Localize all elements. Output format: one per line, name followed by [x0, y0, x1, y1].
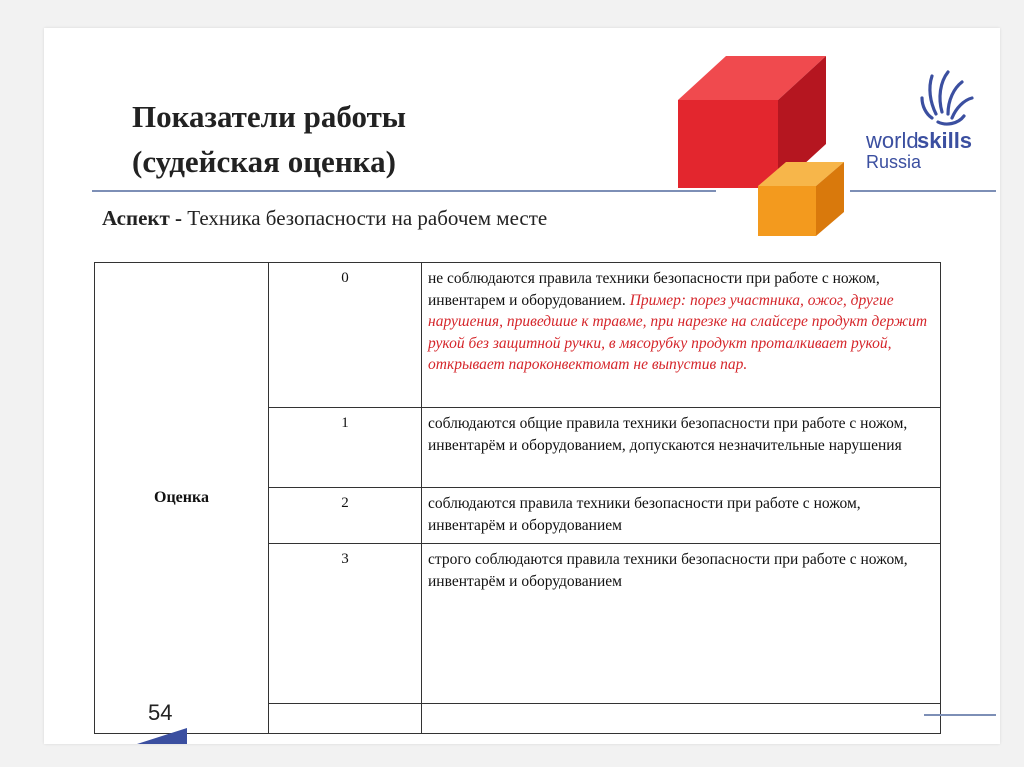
score-description: соблюдаются правила техники безопасности при работе с ножом, инвентарём и оборудованием — [422, 488, 941, 544]
logo-russia: Russia — [866, 152, 922, 172]
title-line-1: Показатели работы — [132, 99, 407, 134]
score-value: 3 — [269, 544, 422, 704]
aspect-value: Техника безопасности на рабочем месте — [187, 206, 548, 230]
page-number: 54 — [148, 700, 173, 725]
logo-world: world — [866, 128, 919, 153]
logo-skills: skills — [917, 128, 973, 153]
page-title — [132, 94, 406, 184]
corner-decoration-icon — [137, 728, 187, 744]
score-description — [422, 263, 941, 408]
empty-cell — [422, 704, 941, 734]
example-text: Пример: порез участника, ожог, другие нарушения, приведшие к травме, при нарезке на слайсере продукт держит рукой без защитной ручки, в мясорубку продукт проталкивает рукой, открывает пароконвектомат не выпустив пар. — [428, 291, 928, 373]
score-description: соблюдаются общие правила техники безопасности при работе с ножом, инвентарём и оборудованием, допускаются незначительные нарушения — [422, 408, 941, 488]
score-label: Оценка — [95, 263, 269, 734]
aspect-label: Аспект - — [102, 206, 183, 230]
scoring-table — [94, 262, 941, 734]
description-text: не соблюдаются правила техники безопасности при работе с ножом, инвентарем и оборудованием. — [428, 270, 880, 309]
table-row — [95, 263, 941, 408]
worldskills-hand-icon — [854, 56, 1004, 186]
aspect-line — [102, 206, 547, 231]
title-divider-right — [850, 190, 996, 192]
title-line-2: (судейская оценка) — [132, 144, 396, 179]
footer-divider — [924, 714, 996, 716]
score-value: 2 — [269, 488, 422, 544]
title-divider-left — [92, 190, 716, 192]
slide — [44, 28, 1000, 744]
worldskills-logo — [854, 56, 1004, 186]
score-value: 1 — [269, 408, 422, 488]
score-value: 0 — [269, 263, 422, 408]
score-description: строго соблюдаются правила техники безопасности при работе с ножом, инвентарём и оборудованием — [422, 544, 941, 704]
empty-cell — [269, 704, 422, 734]
